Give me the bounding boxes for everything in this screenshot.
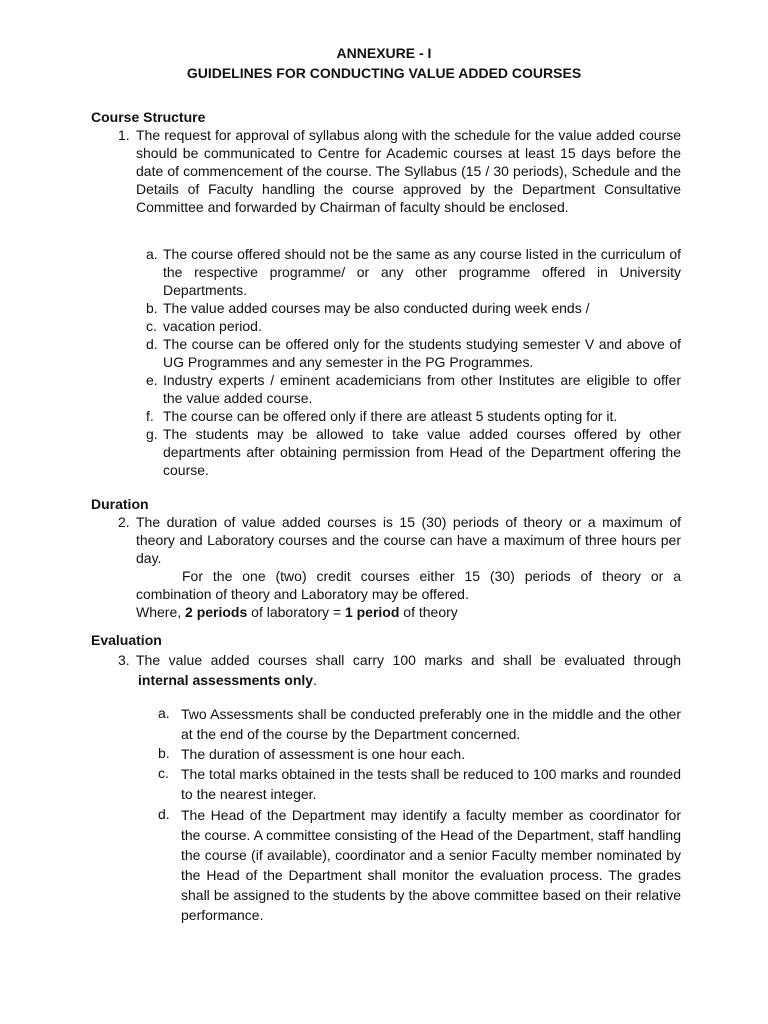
list-label: f. — [146, 408, 154, 424]
list-item: The course can be offered only if there are atleast 5 students opting for it. — [163, 408, 618, 424]
list-label: c. — [146, 318, 157, 334]
where-prefix: Where, — [136, 604, 186, 620]
item-number: 2. — [118, 514, 130, 530]
paragraph: The duration of value added courses is 15 (30) periods of theory or a maximum of theory and Laboratory courses and the course can have a maximum of three hours per day. — [136, 514, 681, 566]
list-label: b. — [158, 745, 170, 761]
where-line — [136, 603, 458, 621]
paragraph: The request for approval of syllabus along with the schedule for the value added course should be communicated to Centre for Academic courses at least 15 days before the date of commencement of the course. The Syllabus (15 / 30 periods), Schedule and the Details of Faculty handling the course approved by the Department Consultative Committee and forwarded by Chairman of faculty should be enclosed. — [136, 127, 681, 215]
list-item: The course can be offered only for the students studying semester V and above of UG Programmes and any semester in the PG Programmes. — [163, 336, 681, 370]
list-item: vacation period. — [163, 318, 262, 334]
bold-text: internal assessments only — [138, 672, 314, 688]
list-label: a. — [158, 705, 170, 721]
section-heading-duration: Duration — [91, 496, 149, 512]
paragraph: The value added courses shall carry 100 marks and shall be evaluated through — [136, 652, 681, 668]
evaluation-emphasis — [138, 671, 317, 689]
list-item: The duration of assessment is one hour each. — [181, 746, 466, 762]
list-item: The course offered should not be the same as any course listed in the curriculum of the respective programme/ or any other programme offered in University Departments. — [163, 246, 681, 298]
list-label: d. — [146, 336, 158, 352]
list-item: The students may be allowed to take value added courses offered by other departments after obtaining permission from Head of the Department offering the course. — [163, 426, 681, 478]
paragraph: For the one (two) credit courses either 15 (30) periods of theory or a combination of theory and Laboratory may be offered. — [136, 568, 681, 602]
list-item: The total marks obtained in the tests shall be reduced to 100 marks and rounded to the nearest integer. — [181, 766, 681, 802]
where-bold-1: 2 periods — [185, 604, 248, 620]
list-item: Industry experts / eminent academicians from other Institutes are eligible to offer the value added course. — [163, 372, 681, 406]
list-item: The Head of the Department may identify a faculty member as coordinator for the course. A committee consisting of the Head of the Department, staff handling the course (if available), coordinator and a senior Faculty member nominated by the Head of the Department shall monitor the evaluation process. The grades shall be assigned to the students by the above committee based on their relative performance. — [181, 807, 681, 923]
list-label: a. — [146, 246, 158, 262]
where-mid: of laboratory = — [247, 604, 345, 620]
list-item: The value added courses may be also conducted during week ends / — [163, 300, 590, 316]
item-number: 3. — [118, 652, 130, 668]
item-number: 1. — [118, 127, 130, 143]
section-heading-course-structure: Course Structure — [91, 109, 206, 125]
list-item: Two Assessments shall be conducted preferably one in the middle and the other at the end of the course by the Department concerned. — [181, 706, 681, 742]
list-label: c. — [158, 765, 169, 781]
list-label: b. — [146, 300, 158, 316]
section-heading-evaluation: Evaluation — [91, 632, 162, 648]
document-title: GUIDELINES FOR CONDUCTING VALUE ADDED COURSES — [186, 65, 582, 81]
annexure-label: ANNEXURE - I — [336, 45, 432, 61]
period: . — [313, 672, 317, 688]
where-suffix: of theory — [399, 604, 458, 620]
where-bold-2: 1 period — [344, 604, 400, 620]
list-label: d. — [158, 806, 170, 822]
list-label: g. — [146, 426, 158, 442]
list-label: e. — [146, 372, 158, 388]
